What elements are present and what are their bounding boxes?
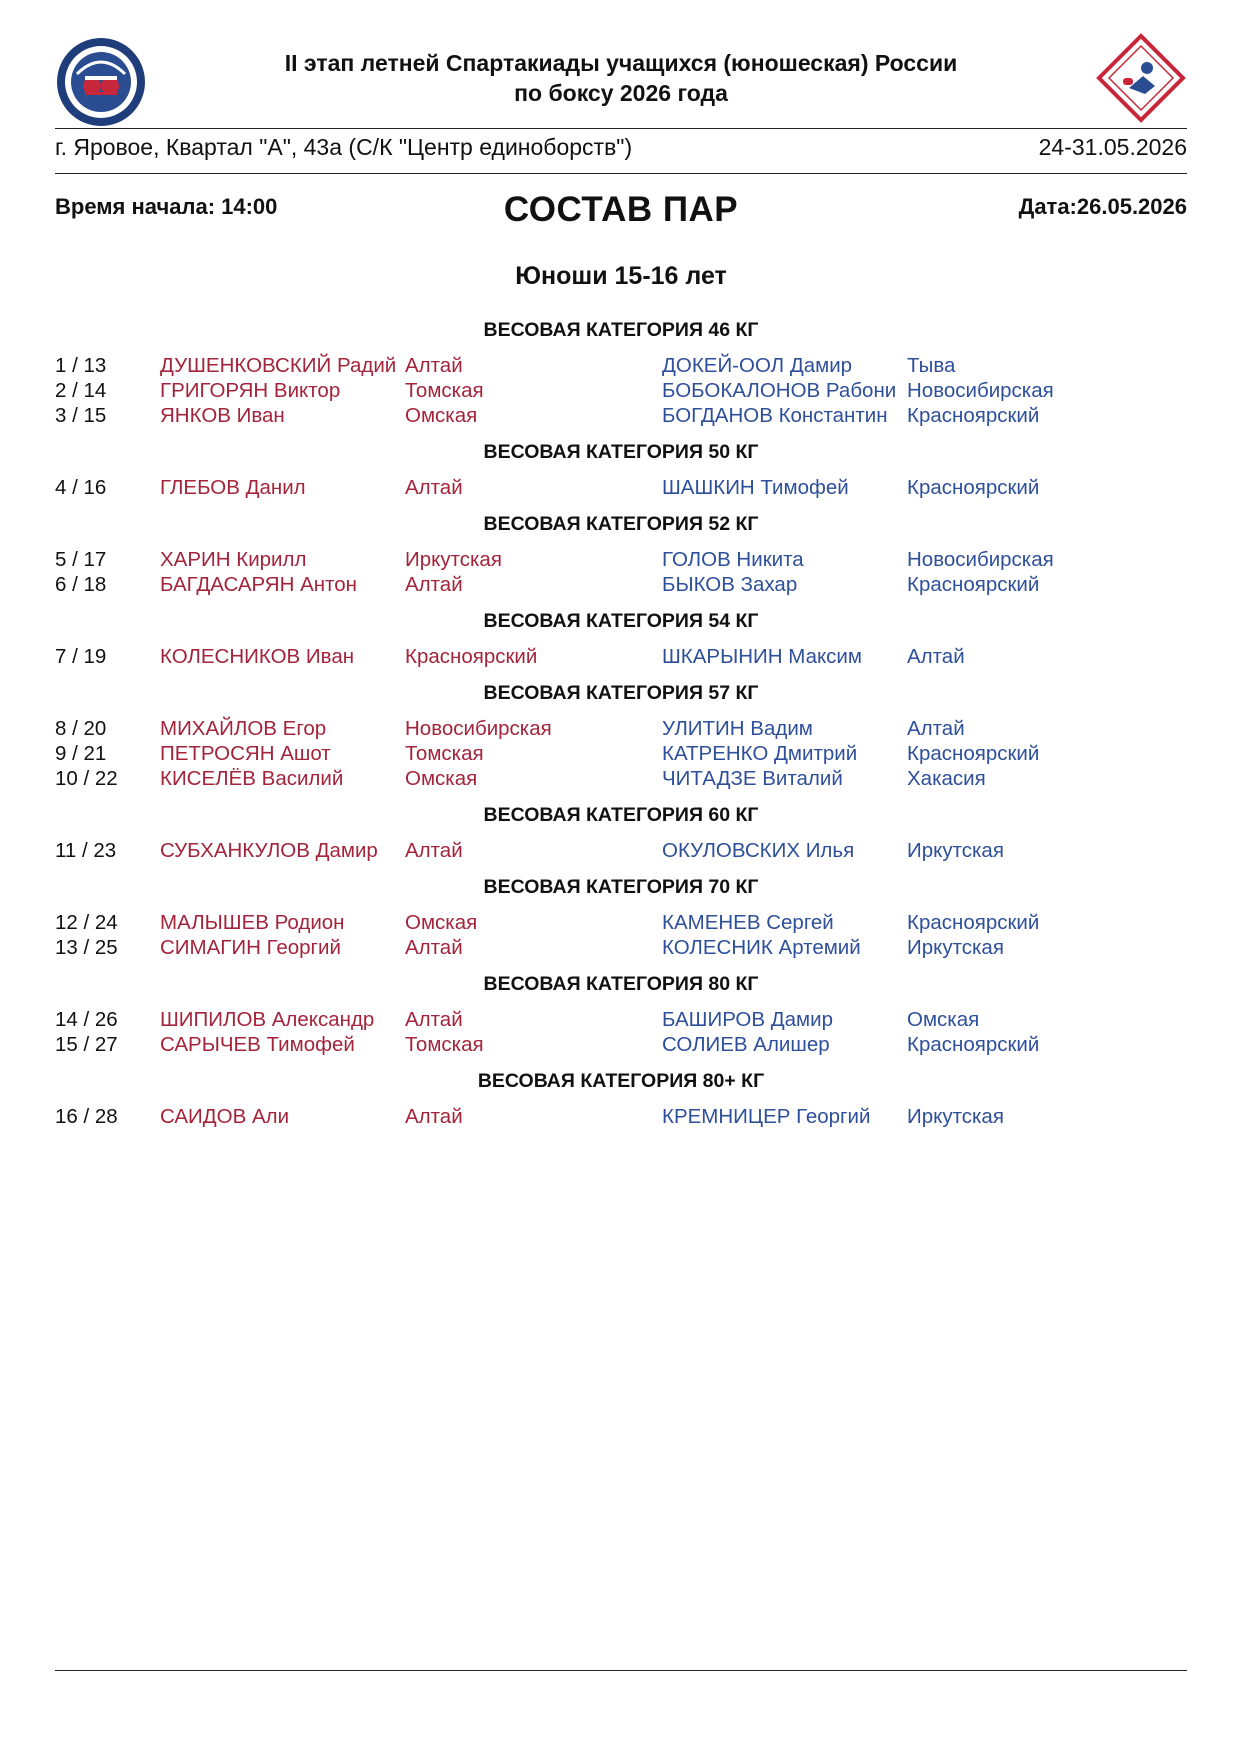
bout-row	[55, 716, 1187, 741]
bout-number: 12 / 24	[55, 911, 118, 934]
bout-number: 7 / 19	[55, 645, 107, 668]
weight-category-title: ВЕСОВАЯ КАТЕГОРИЯ 80 КГ	[483, 973, 759, 995]
red-corner-region: Алтай	[405, 1105, 463, 1128]
footer-divider	[55, 1670, 1187, 1671]
blue-corner-region: Новосибирская	[907, 548, 1054, 571]
bout-row	[55, 766, 1187, 791]
blue-corner-name: БАШИРОВ Дамир	[662, 1008, 833, 1031]
red-corner-name: ДУШЕНКОВСКИЙ Радий	[160, 354, 397, 377]
bout-row	[55, 378, 1187, 403]
blue-corner-name: ДОКЕЙ-ООЛ Дамир	[662, 354, 853, 377]
blue-corner-region: Красноярский	[907, 404, 1040, 427]
venue-address: г. Яровое, Квартал "А", 43а (С/К "Центр единоборств")	[55, 134, 633, 160]
weight-category-pairs	[55, 716, 1187, 791]
red-corner-region: Омская	[405, 911, 478, 934]
blue-corner-name: ЧИТАДЗЕ Виталий	[662, 767, 843, 790]
document-title: СОСТАВ ПАР	[503, 190, 739, 229]
bout-row	[55, 741, 1187, 766]
red-corner-name: САРЫЧЕВ Тимофей	[160, 1033, 355, 1056]
blue-corner-region: Омская	[907, 1008, 980, 1031]
red-corner-name: КИСЕЛЁВ Василий	[160, 767, 344, 790]
bout-row	[55, 644, 1187, 669]
bout-number: 13 / 25	[55, 936, 118, 959]
red-corner-region: Томская	[405, 742, 484, 765]
info-row	[55, 190, 1187, 240]
red-corner-name: ПЕТРОСЯН Ашот	[160, 742, 331, 765]
age-group-heading: Юноши 15-16 лет	[515, 262, 727, 290]
blue-corner-name: КАМЕНЕВ Сергей	[662, 911, 834, 934]
blue-corner-name: БОБОКАЛОНОВ Рабони	[662, 379, 897, 402]
bout-row	[55, 838, 1187, 863]
red-corner-region: Алтай	[405, 839, 463, 862]
weight-category-title: ВЕСОВАЯ КАТЕГОРИЯ 52 КГ	[483, 513, 759, 535]
blue-corner-region: Новосибирская	[907, 379, 1054, 402]
weight-category-title: ВЕСОВАЯ КАТЕГОРИЯ 80+ КГ	[477, 1070, 765, 1092]
weight-category-pairs	[55, 475, 1187, 500]
event-title-line1: II этап летней Спартакиады учащихся (юношеская) России	[284, 50, 958, 76]
weight-category-title: ВЕСОВАЯ КАТЕГОРИЯ 60 КГ	[483, 804, 759, 826]
blue-corner-region: Алтай	[907, 645, 965, 668]
bout-number: 10 / 22	[55, 767, 118, 790]
red-corner-region: Красноярский	[405, 645, 538, 668]
red-corner-name: ГЛЕБОВ Данил	[160, 476, 306, 499]
red-corner-region: Алтай	[405, 354, 463, 377]
red-corner-name: ХАРИН Кирилл	[160, 548, 307, 571]
bout-row	[55, 572, 1187, 597]
bout-row	[55, 1104, 1187, 1129]
weight-category-title: ВЕСОВАЯ КАТЕГОРИЯ 70 КГ	[483, 876, 759, 898]
blue-corner-region: Тыва	[907, 354, 956, 377]
bout-row	[55, 547, 1187, 572]
red-corner-name: МИХАЙЛОВ Егор	[160, 717, 327, 740]
red-corner-region: Томская	[405, 1033, 484, 1056]
red-corner-region: Алтай	[405, 1008, 463, 1031]
bout-row	[55, 910, 1187, 935]
blue-corner-name: ШКАРЫНИН Максим	[662, 645, 862, 668]
bout-row	[55, 935, 1187, 960]
bout-number: 8 / 20	[55, 717, 107, 740]
blue-corner-region: Красноярский	[907, 742, 1040, 765]
weight-category-pairs	[55, 1104, 1187, 1129]
weight-category-title: ВЕСОВАЯ КАТЕГОРИЯ 46 КГ	[483, 319, 759, 341]
weight-category-title: ВЕСОВАЯ КАТЕГОРИЯ 54 КГ	[483, 610, 759, 632]
bout-number: 2 / 14	[55, 379, 107, 402]
bout-row	[55, 403, 1187, 428]
weight-category-pairs	[55, 838, 1187, 863]
red-corner-region: Алтай	[405, 573, 463, 596]
weight-category-pairs	[55, 910, 1187, 960]
red-corner-name: БАГДАСАРЯН Антон	[160, 573, 357, 596]
blue-corner-region: Иркутская	[907, 936, 1004, 959]
bout-number: 4 / 16	[55, 476, 107, 499]
venue-row	[55, 134, 1187, 164]
blue-corner-region: Хакасия	[907, 767, 986, 790]
red-corner-region: Омская	[405, 404, 478, 427]
bout-number: 1 / 13	[55, 354, 107, 377]
bout-row	[55, 1032, 1187, 1057]
blue-corner-name: ОКУЛОВСКИХ Илья	[662, 839, 855, 862]
blue-corner-name: БЫКОВ Захар	[662, 573, 798, 596]
federation-emblem-logo	[55, 36, 147, 128]
blue-corner-name: БОГДАНОВ Константин	[662, 404, 888, 427]
blue-corner-name: КРЕМНИЦЕР Георгий	[662, 1105, 871, 1128]
red-corner-region: Алтай	[405, 936, 463, 959]
weight-category-pairs	[55, 1007, 1187, 1057]
weight-category-pairs	[55, 547, 1187, 597]
red-corner-region: Омская	[405, 767, 478, 790]
blue-corner-name: УЛИТИН Вадим	[662, 717, 813, 740]
red-corner-name: КОЛЕСНИКОВ Иван	[160, 645, 355, 668]
bout-number: 14 / 26	[55, 1008, 118, 1031]
red-corner-name: ГРИГОРЯН Виктор	[160, 379, 341, 402]
blue-corner-name: ГОЛОВ Никита	[662, 548, 804, 571]
bout-number: 15 / 27	[55, 1033, 118, 1056]
weight-category-title: ВЕСОВАЯ КАТЕГОРИЯ 50 КГ	[483, 441, 759, 463]
bout-number: 16 / 28	[55, 1105, 118, 1128]
blue-corner-name: КАТРЕНКО Дмитрий	[662, 742, 858, 765]
blue-corner-region: Красноярский	[907, 476, 1040, 499]
header-divider	[55, 128, 1187, 129]
blue-corner-name: ШАШКИН Тимофей	[662, 476, 849, 499]
red-corner-region: Новосибирская	[405, 717, 552, 740]
bout-number: 3 / 15	[55, 404, 107, 427]
event-title	[165, 48, 1077, 108]
blue-corner-region: Алтай	[907, 717, 965, 740]
red-corner-name: МАЛЫШЕВ Родион	[160, 911, 345, 934]
venue-divider	[55, 173, 1187, 174]
blue-corner-region: Красноярский	[907, 1033, 1040, 1056]
blue-corner-name: СОЛИЕВ Алишер	[662, 1033, 830, 1056]
blue-corner-region: Иркутская	[907, 1105, 1004, 1128]
bout-number: 6 / 18	[55, 573, 107, 596]
blue-corner-region: Красноярский	[907, 911, 1040, 934]
blue-corner-region: Красноярский	[907, 573, 1040, 596]
event-title-line2: по боксу 2026 года	[514, 80, 728, 106]
red-corner-name: ШИПИЛОВ Александр	[160, 1008, 375, 1031]
red-corner-region: Иркутская	[405, 548, 502, 571]
page-header	[55, 32, 1187, 124]
bout-number: 9 / 21	[55, 742, 107, 765]
red-corner-name: СИМАГИН Георгий	[160, 936, 341, 959]
bout-row	[55, 475, 1187, 500]
event-dates: 24-31.05.2026	[1038, 134, 1187, 160]
bout-number: 5 / 17	[55, 548, 107, 571]
red-corner-region: Томская	[405, 379, 484, 402]
weight-category-title: ВЕСОВАЯ КАТЕГОРИЯ 57 КГ	[483, 682, 759, 704]
bout-number: 11 / 23	[55, 839, 117, 862]
red-corner-name: СУБХАНКУЛОВ Дамир	[160, 839, 378, 862]
weight-category-pairs	[55, 353, 1187, 428]
bout-row	[55, 1007, 1187, 1032]
bout-pairs-list	[55, 318, 1187, 1141]
bout-row	[55, 353, 1187, 378]
start-time: Время начала: 14:00	[55, 194, 278, 219]
weight-category-pairs	[55, 644, 1187, 669]
red-corner-region: Алтай	[405, 476, 463, 499]
regional-federation-logo	[1095, 32, 1187, 124]
blue-corner-region: Иркутская	[907, 839, 1004, 862]
blue-corner-name: КОЛЕСНИК Артемий	[662, 936, 861, 959]
red-corner-name: ЯНКОВ Иван	[160, 404, 285, 427]
red-corner-name: САИДОВ Али	[160, 1105, 290, 1128]
document-date: Дата:26.05.2026	[1018, 194, 1187, 219]
